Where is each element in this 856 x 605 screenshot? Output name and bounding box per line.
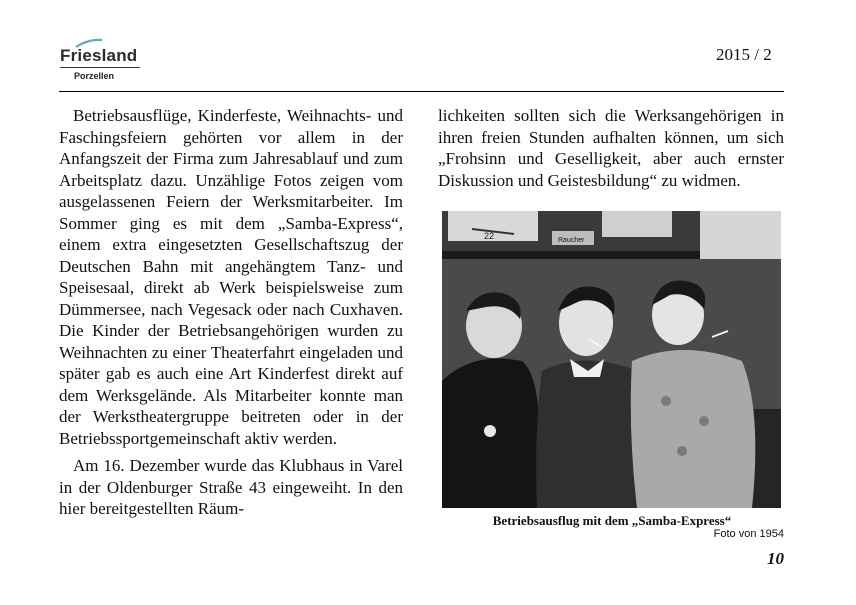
photo-caption: Betriebsausflug mit dem „Samba-Express“ (492, 513, 732, 528)
wall-sign-right (602, 211, 672, 237)
friesland-logo (60, 40, 144, 85)
right-column (438, 105, 784, 191)
paragraph-continuation: lichkeiten sollten sich die Werksangehörigen in ihren freien Stunden aufhalten können, um sich „Frohsinn und Geselligkeit, aber auch ernster Diskussion und Geistesbildung“ zu widmen. (438, 106, 784, 190)
sign-raucher: Raucher (558, 237, 585, 244)
logo-wordmark: Friesland (60, 46, 138, 65)
photo-illustration (442, 211, 781, 508)
issue-number: 2015 / 2 (716, 45, 772, 64)
logo-rule (60, 67, 140, 68)
left-column (59, 105, 403, 520)
wall-sign-left (448, 211, 538, 241)
photo-credit: Foto von 1954 (713, 528, 784, 540)
sign-number: 22 (484, 231, 495, 241)
logo-subtitle: Porzellen (74, 71, 115, 81)
wall-sign-raucher (552, 231, 594, 245)
historical-photo (442, 211, 781, 508)
paragraph-1: Betriebsausflüge, Kinderfeste, Weihnachts- und Faschingsfeiern gehörten vor allem in der Anfangszeit der Firma zum Jahresablauf und zum Arbeitsplatz dazu. Unzählige Fotos zeigen vom ausgelassenen Feiern der Werksmitarbeiter. Im Sommer ging es mit dem „Samba-Express“, einem extra eingesetzten Gesellschaftszug der Deutschen Bahn mit angehängtem Tanz- und Speisesaal, direkt ab Werk beispielsweise zum Dümmersee, nach Vegesack oder nach Cuxhaven. Die Kinder der Betriebsangehörigen wurden zu Weihnachten zu einer Theaterfahrt eingeladen und später gab es auch eine Art Kinderfest direkt auf dem Werksgelände. Als Mitarbeiter konnte man der Werkstheatergruppe beitreten oder in der Betriebssportgemeinschaft aktiv werden. (59, 106, 403, 448)
paragraph-2: Am 16. Dezember wurde das Klubhaus in Varel in der Oldenburger Straße 43 eingeweiht. In den hier bereitgestellten Räum- (59, 456, 403, 518)
page-number: 10 (767, 549, 784, 568)
header-divider (59, 91, 784, 92)
